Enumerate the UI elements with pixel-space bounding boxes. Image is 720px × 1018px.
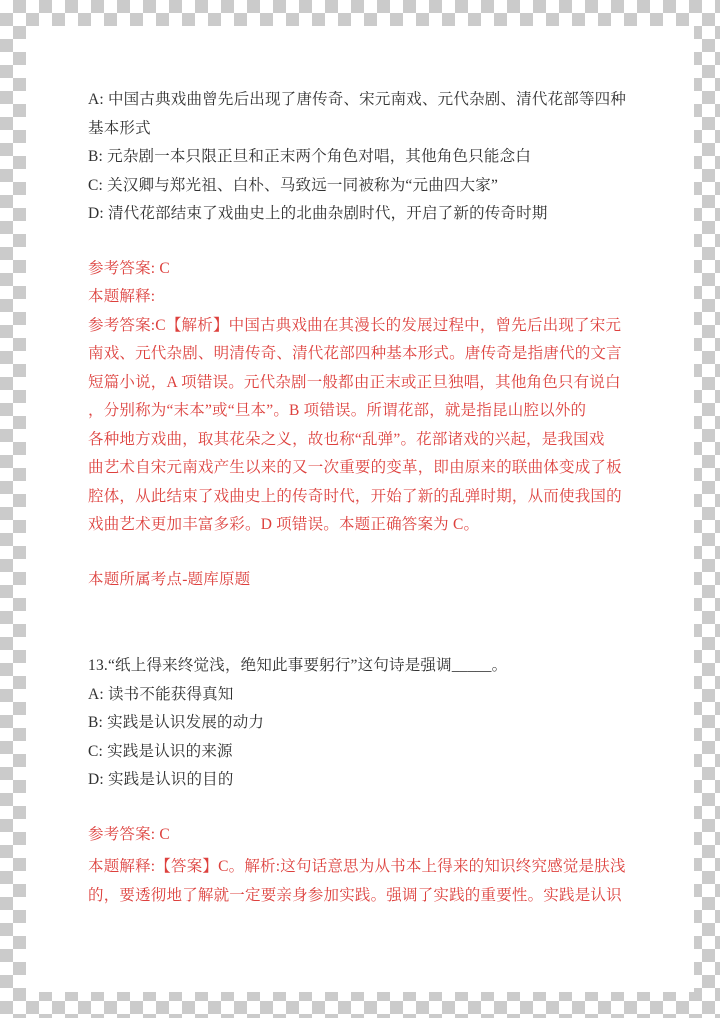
- question13-option-d: D: 实践是认识的目的: [88, 771, 234, 788]
- question12-explanation-line: 腔体，从此结束了戏曲史上的传奇时代，开始了新的乱弹时期，从而使我国的: [88, 487, 622, 505]
- question13-answer: 参考答案: C: [88, 825, 170, 843]
- question12-explanation-line: 戏曲艺术更加丰富多彩。D 项错误。本题正确答案为 C。: [88, 516, 480, 533]
- question12-explanation-line: ，分别称为“末本”或“旦本”。B 项错误。所谓花部，就是指昆山腔以外的: [88, 402, 587, 419]
- question12-explanation-line: 各种地方戏曲，取其花朵之义，故也称“乱弹”。花部诸戏的兴起，是我国戏: [88, 430, 605, 448]
- question12-option-b: B: 元杂剧一本只限正旦和正末两个角色对唱，其他角色只能念白: [88, 148, 532, 165]
- question13-option-b: B: 实践是认识发展的动力: [88, 714, 265, 731]
- question13-explanation: [88, 853, 638, 910]
- question12-explanation-line: 参考答案:C【解析】中国古典戏曲在其漫长的发展过程中，曾先后出现了宋元: [88, 316, 622, 334]
- question12-topic-section: [88, 566, 638, 595]
- question13-option-c: C: 实践是认识的来源: [88, 742, 233, 760]
- question12-explanation-line: 短篇小说，A 项错误。元代杂剧一般都由正末或正旦独唱，其他角色只有说白: [88, 373, 621, 391]
- question12-explanation-line: 南戏、元代杂剧、明清传奇、清代花部四种基本形式。唐传奇是指唐代的文言: [88, 345, 622, 362]
- question12-topic: 本题所属考点-题库原题: [88, 570, 251, 588]
- question13-explanation-line: 的，要透彻地了解就一定要亲身参加实践。强调了实践的重要性。实践是认识: [88, 886, 622, 904]
- question13-option-a: A: 读书不能获得真知: [88, 685, 234, 703]
- question12-option-c: C: 关汉卿与郑光祖、白朴、马致远一同被称为“元曲四大家”: [88, 176, 499, 194]
- question13-answer-section: [88, 821, 638, 911]
- question12-answer-section: [88, 255, 638, 540]
- question12-explanation-label: 本题解释:: [88, 288, 156, 305]
- question12-options: [88, 86, 638, 229]
- question12-option-a-line1: A: 中国古典戏曲曾先后出现了唐传奇、宋元南戏、元代杂剧、清代花部等四种: [88, 91, 627, 108]
- question13-stem: 13.“纸上得来终觉浅，绝知此事要躬行”这句诗是强调_____。: [88, 657, 508, 674]
- question12-option-d: D: 清代花部结束了戏曲史上的北曲杂剧时代，开启了新的传奇时期: [88, 205, 548, 222]
- question12-explanation-line: 曲艺术自宋元南戏产生以来的又一次重要的变革，即由原来的联曲体变成了板: [88, 459, 622, 476]
- question12-option-a-line2: 基本形式: [88, 119, 151, 137]
- document-page: [26, 26, 694, 992]
- question13-explanation-line: 本题解释:【答案】C。解析:这句话意思为从书本上得来的知识终究感觉是肤浅: [88, 858, 626, 875]
- question13-section: [88, 652, 638, 795]
- question12-answer: 参考答案: C: [88, 259, 170, 277]
